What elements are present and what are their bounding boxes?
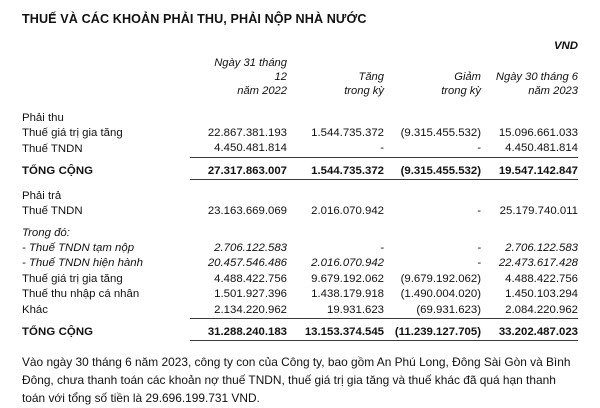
table-row — [22, 126, 578, 141]
row-value-increase: 1.438.179.918 — [311, 288, 384, 301]
header-line-1: Ngày 30 tháng 6 — [495, 71, 578, 84]
sub-heading-row — [22, 220, 578, 241]
page-title: THUẾ VÀ CÁC KHOẢN PHẢI THU, PHẢI NỘP NHÀ NƯỚC — [22, 12, 367, 26]
total-label: TỔNG CỘNG — [22, 326, 94, 339]
row-label: - Thuế TNDN tạm nộp — [22, 241, 135, 254]
spacer-cell — [190, 180, 287, 204]
row-value-closing: 15.096.661.033 — [498, 127, 578, 140]
row-label: Thuế thu nhập cá nhân — [22, 288, 140, 301]
table-row — [22, 241, 578, 256]
spacer-cell — [287, 220, 384, 241]
row-value-closing: 22.473.617.428 — [498, 257, 578, 270]
row-value-decrease: (1.490.004.020) — [400, 288, 481, 301]
row-value-closing: 25.179.740.011 — [499, 205, 578, 218]
total-value-closing: 33.202.487.023 — [481, 318, 578, 340]
total-value-increase: 1.544.735.372 — [287, 157, 384, 179]
section-total-row — [22, 318, 578, 340]
row-label: Thuế TNDN — [22, 142, 83, 155]
row-value-opening: 4.450.481.814 — [190, 141, 287, 157]
header-line-1: Ngày 31 tháng 12 — [214, 57, 287, 84]
row-value-increase: 2.016.070.942 — [311, 205, 384, 218]
table-row — [22, 272, 578, 287]
spacer-cell — [481, 102, 578, 126]
total-value-opening: 27.317.863.007 — [190, 157, 287, 179]
total-label: TỔNG CỘNG — [22, 165, 94, 178]
row-value-opening: 20.457.546.486 — [207, 257, 287, 270]
header-line-2: năm 2022 — [237, 85, 287, 98]
row-label: - Thuế TNDN hiện hành — [22, 257, 143, 270]
row-label: Thuế giá trị gia tăng — [22, 127, 123, 140]
row-value-increase: - — [380, 241, 384, 254]
row-value-decrease: - — [384, 141, 481, 157]
section-heading-receivable: Phải thu — [22, 111, 64, 124]
header-line-1: Giảm — [454, 71, 481, 84]
total-value-decrease: (11.239.127.705) — [384, 318, 481, 340]
row-value-opening: 2.706.122.583 — [214, 241, 287, 254]
section-heading-payable: Phải trả — [22, 189, 62, 202]
footnote-paragraph: Vào ngày 30 tháng 6 năm 2023, công ty con của Công ty, bao gồm An Phú Long, Đông Sài Gòn và Bình Đông, chưa thanh toán các khoản nợ thuế TNDN, thuế giá trị gia tăng và thuế khác đã quá hạn thanh toán với tổng số tiền là 29.696.199.731 VND. — [22, 355, 571, 405]
row-value-closing: 2.084.220.962 — [481, 303, 578, 319]
table-row — [22, 141, 578, 157]
table-body — [22, 102, 578, 341]
table-header — [22, 56, 578, 102]
spacer-cell — [384, 102, 481, 126]
row-value-closing: 2.706.122.583 — [505, 241, 578, 254]
row-value-closing: 4.450.481.814 — [481, 141, 578, 157]
row-value-decrease: (9.679.192.062) — [400, 272, 481, 285]
header-line-2: năm 2023 — [528, 85, 578, 98]
column-header-opening — [190, 56, 287, 102]
spacer-cell — [190, 220, 287, 241]
header-line-2: trong kỳ — [344, 85, 384, 98]
section-total-row — [22, 157, 578, 179]
table-row — [22, 204, 578, 219]
spacer-cell — [481, 180, 578, 204]
table-row — [22, 303, 578, 319]
column-header-decrease — [384, 56, 481, 102]
row-value-closing: 1.450.103.294 — [505, 288, 578, 301]
row-value-increase: - — [287, 141, 384, 157]
row-value-closing: 4.488.422.756 — [505, 272, 578, 285]
row-value-decrease: - — [477, 257, 481, 270]
header-blank — [22, 56, 190, 102]
row-value-opening: 2.134.220.962 — [190, 303, 287, 319]
section-heading-row — [22, 102, 578, 126]
row-value-increase: 1.544.735.372 — [311, 127, 384, 140]
row-value-decrease: - — [477, 241, 481, 254]
section-heading-row — [22, 180, 578, 204]
spacer-cell — [190, 102, 287, 126]
row-value-opening: 22.867.381.193 — [207, 127, 287, 140]
row-label: Thuế giá trị gia tăng — [22, 272, 123, 285]
row-value-increase: 2.016.070.942 — [311, 257, 384, 270]
spacer-cell — [384, 180, 481, 204]
header-line-1: Tăng — [358, 71, 384, 84]
row-value-decrease: (69.931.623) — [384, 303, 481, 319]
spacer-cell — [481, 220, 578, 241]
spacer-cell — [287, 102, 384, 126]
total-value-decrease: (9.315.455.532) — [384, 157, 481, 179]
total-value-closing: 19.547.142.847 — [481, 157, 578, 179]
column-header-closing — [481, 56, 578, 102]
header-line-2: trong kỳ — [441, 85, 481, 98]
row-label: Khác — [22, 304, 48, 317]
row-value-decrease: (9.315.455.532) — [400, 127, 481, 140]
row-value-increase: 9.679.192.062 — [311, 272, 384, 285]
spacer-cell — [384, 220, 481, 241]
row-label: Thuế TNDN — [22, 205, 83, 218]
total-value-opening: 31.288.240.183 — [190, 318, 287, 340]
tax-receivable-payable-table — [22, 56, 578, 341]
sub-heading-of-which: Trong đó: — [22, 226, 70, 239]
spacer-cell — [287, 180, 384, 204]
row-value-increase: 19.931.623 — [287, 303, 384, 319]
table-row — [22, 256, 578, 271]
row-value-opening: 1.501.927.396 — [214, 288, 287, 301]
row-value-opening: 4.488.422.756 — [214, 272, 287, 285]
column-header-increase — [287, 56, 384, 102]
currency-label: VND — [553, 40, 578, 52]
row-value-opening: 23.163.669.069 — [207, 205, 287, 218]
row-value-decrease: - — [477, 205, 481, 218]
table-row — [22, 287, 578, 302]
total-value-increase: 13.153.374.545 — [287, 318, 384, 340]
